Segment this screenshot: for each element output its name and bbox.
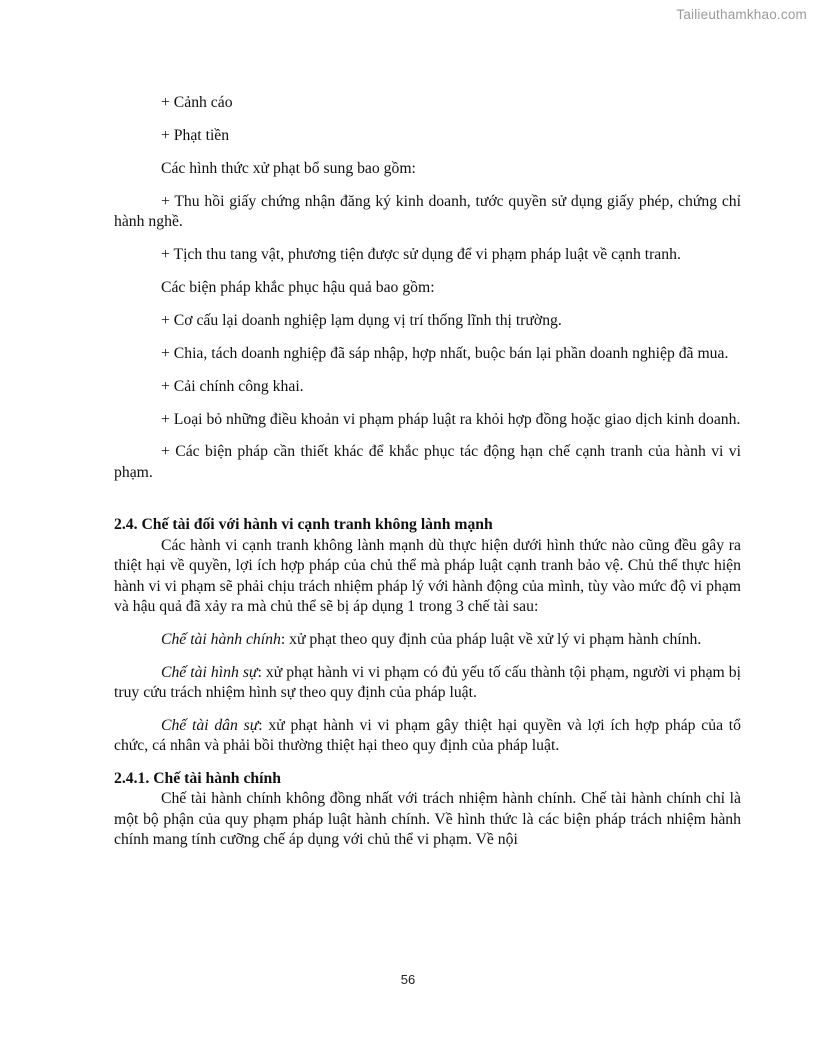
section-heading: 2.4. Chế tài đối với hành vi cạnh tranh không lành mạnh <box>114 516 493 534</box>
list-item: + Loại bỏ những điều khoản vi phạm pháp luật ra khỏi hợp đồng hoặc giao dịch kinh doanh. <box>161 410 741 428</box>
page-number: 56 <box>400 972 416 987</box>
sanction-text: : xử phạt hành vi vi phạm gây thiệt hại quyền và lợi ích hợp pháp của tổ chức, cá nhân và phải bồi thường thiệt hại theo quy định của pháp luật. <box>114 717 741 755</box>
document-body <box>114 93 741 850</box>
sanction-term: Chế tài hình sự <box>161 663 258 681</box>
sanction-item <box>114 630 741 650</box>
sanction-item <box>114 663 741 704</box>
sanction-term: Chế tài hành chính <box>161 630 281 648</box>
sanction-text: : xử phạt theo quy định của pháp luật về xử lý vi phạm hành chính. <box>280 630 702 648</box>
subsection-heading: 2.4.1. Chế tài hành chính <box>114 769 281 787</box>
watermark: Tailieuthamkhao.com <box>676 7 807 22</box>
paragraph: Các hành vi cạnh tranh không lành mạnh dù thực hiện dưới hình thức nào cũng đều gây ra thiệt hại về quyền, lợi ích hợp pháp của chủ thể mà pháp luật cạnh tranh bảo vệ. Chủ thể thực hiện hành vi vi phạm sẽ phải chịu trách nhiệm pháp lý với hành động của mình, tùy vào mức độ vi phạm và hậu quả đã xảy ra mà chủ thể sẽ bị áp dụng 1 trong 3 chế tài sau: <box>114 536 741 615</box>
paragraph: Các biện pháp khắc phục hậu quả bao gồm: <box>161 278 435 296</box>
list-item: + Các biện pháp cần thiết khác để khắc phục tác động hạn chế cạnh tranh của hành vi vi phạm. <box>114 443 741 481</box>
paragraph: Các hình thức xử phạt bổ sung bao gồm: <box>161 159 416 177</box>
list-item: + Phạt tiền <box>161 126 230 144</box>
list-item: + Cảnh cáo <box>161 94 233 111</box>
list-item: + Tịch thu tang vật, phương tiện được sử dụng để vi phạm pháp luật về cạnh tranh. <box>161 246 681 264</box>
list-item: + Cải chính công khai. <box>161 377 304 395</box>
sanction-item <box>114 716 741 757</box>
sanction-text: : xử phạt hành vi vi phạm có đủ yếu tố cấu thành tội phạm, người vi phạm bị truy cứu trách nhiệm hình sự theo quy định của pháp luật. <box>114 663 741 702</box>
paragraph: Chế tài hành chính không đồng nhất với trách nhiệm hành chính. Chế tài hành chính chỉ là một bộ phận của quy phạm pháp luật hành chính. Về hình thức là các biện pháp trách nhiệm hành chính mang tính cưỡng chế áp dụng với chủ thể vi phạm. Về nội <box>114 790 741 849</box>
list-item: + Chia, tách doanh nghiệp đã sáp nhập, hợp nhất, buộc bán lại phần doanh nghiệp đã mua. <box>161 344 729 362</box>
list-item: + Thu hồi giấy chứng nhận đăng ký kinh doanh, tước quyền sử dụng giấy phép, chứng chỉ hành nghề. <box>114 192 741 231</box>
list-item: + Cơ cấu lại doanh nghiệp lạm dụng vị trí thống lĩnh thị trường. <box>161 311 562 329</box>
sanction-term: Chế tài dân sự <box>161 717 259 735</box>
